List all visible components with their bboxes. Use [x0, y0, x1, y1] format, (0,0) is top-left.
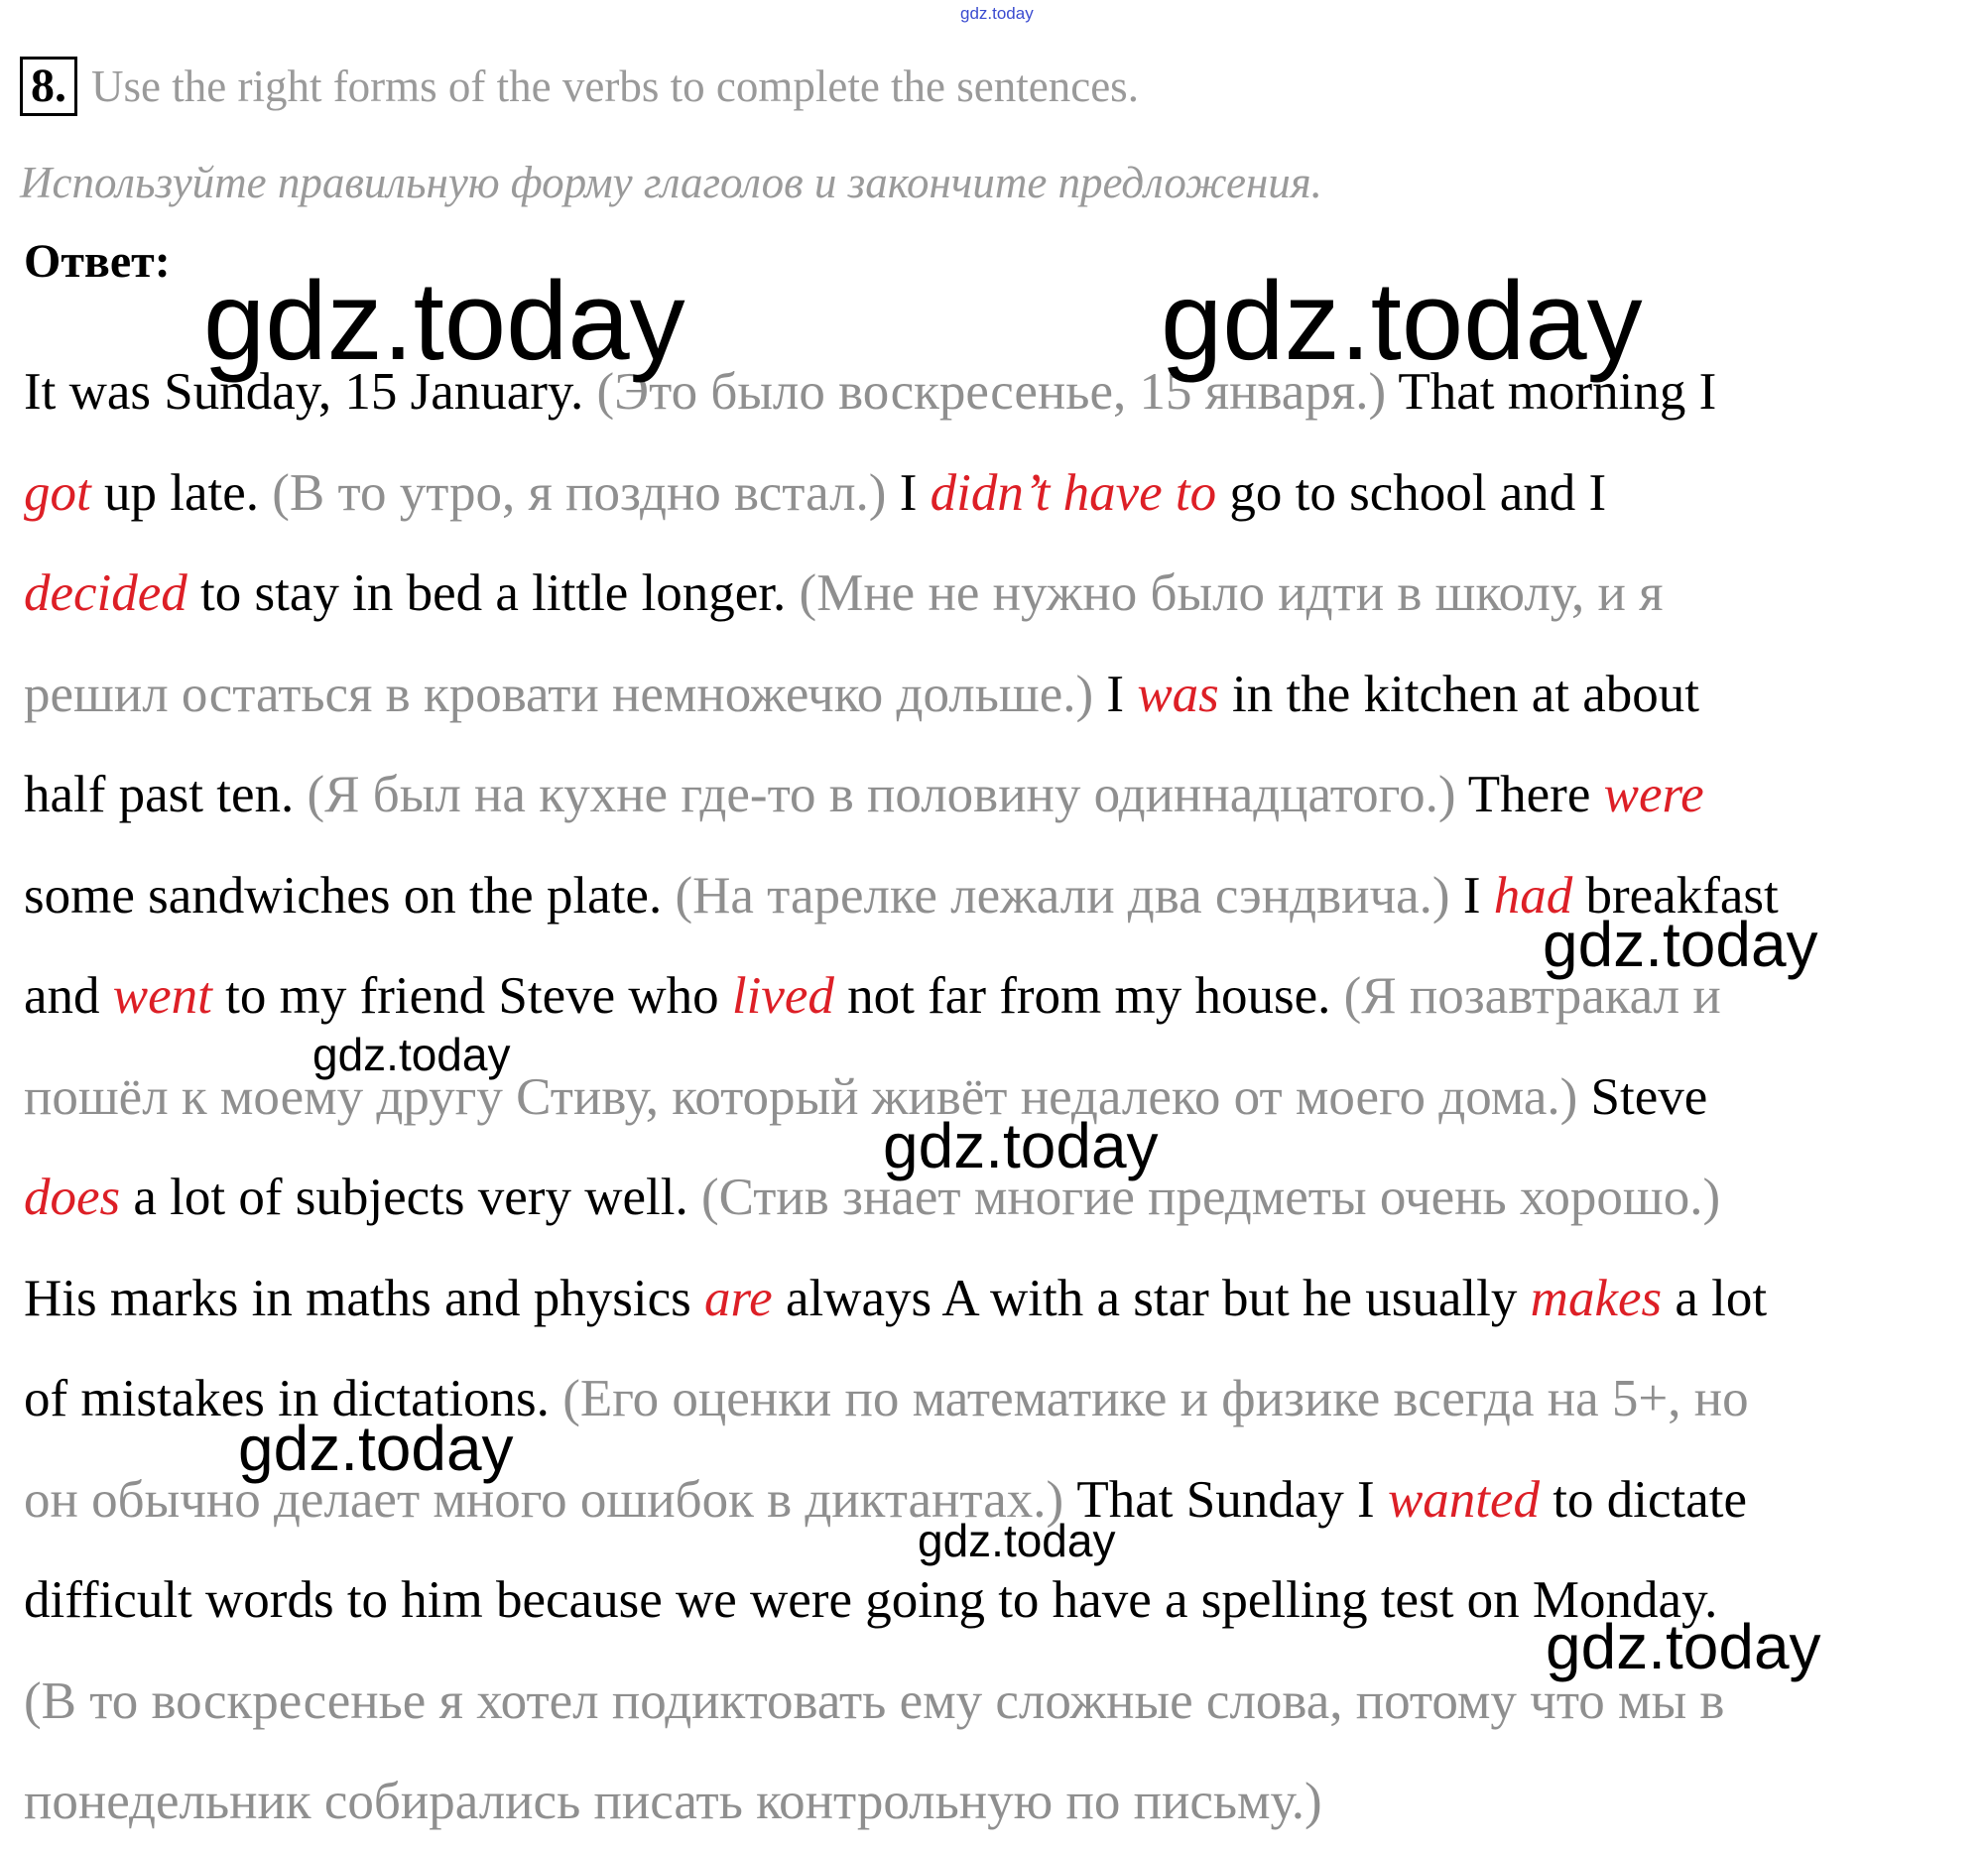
english-text: I [1449, 866, 1494, 925]
russian-translation: решил остаться в кровати немножечко дольше.) [24, 665, 1094, 723]
verb-answer: were [1603, 766, 1704, 823]
watermark: gdz.today [1543, 909, 1818, 980]
watermark: gdz.today [312, 1029, 511, 1080]
english-text: It was Sunday, 15 January. [24, 363, 597, 421]
english-text: to stay in bed a little longer. [186, 564, 800, 622]
russian-translation: он обычно делает много ошибок в диктантах.) [24, 1470, 1064, 1529]
english-text: of mistakes in dictations. [24, 1370, 563, 1427]
task-translation: Используйте правильную форму глаголов и закончите предложения. [20, 158, 1322, 207]
english-text: There [1455, 766, 1604, 823]
english-text: breakfast [1572, 866, 1779, 925]
russian-translation: (Это было воскресенье, 15 января.) [596, 363, 1387, 421]
task-instruction: Use the right forms of the verbs to complete the sentences. [91, 62, 1139, 111]
verb-answer: got [24, 463, 91, 522]
english-text: and [24, 967, 113, 1025]
verb-answer: does [24, 1169, 121, 1226]
english-text: in the kitchen at about [1218, 665, 1700, 723]
russian-translation: (В то утро, я поздно встал.) [272, 463, 887, 522]
site-tag: gdz.today [960, 4, 1034, 23]
text-line [24, 645, 1968, 746]
russian-translation: (Я был на кухне где-то в половину одиннадцатого.) [307, 766, 1456, 823]
english-text: That Sunday I [1063, 1470, 1388, 1529]
english-text: I [1093, 665, 1138, 723]
english-text: go to school and I [1216, 463, 1607, 522]
english-text: I [886, 463, 931, 522]
russian-translation: (Мне не нужно было идти в школу, и я [799, 564, 1664, 622]
russian-translation: пошёл к моему другу Стиву, который живёт недалеко от моего дома.) [24, 1067, 1578, 1126]
task-number: 8. [20, 57, 77, 116]
verb-answer: decided [24, 564, 187, 622]
russian-translation: (Стив знает многие предметы очень хорошо.) [700, 1169, 1721, 1226]
english-text: His marks in maths and physics [24, 1269, 704, 1327]
text-line [24, 1752, 1968, 1853]
russian-translation: (Его оценки по математике и физике всегда на 5+, но [562, 1370, 1749, 1427]
russian-translation: (В то воскресенье я хотел подиктовать ему сложные слова, потому что мы в [24, 1671, 1725, 1730]
text-line [24, 745, 1968, 846]
verb-answer: makes [1530, 1269, 1663, 1327]
english-text: half past ten. [24, 766, 308, 823]
english-text: a lot [1662, 1269, 1768, 1327]
english-text: difficult words to him because we were going to have a spelling test on Monday. [24, 1571, 1718, 1629]
verb-answer: was [1137, 665, 1219, 723]
watermark: gdz.today [203, 259, 685, 383]
english-text: to dictate [1540, 1470, 1748, 1529]
verb-answer: had [1493, 866, 1573, 925]
text-line [24, 443, 1968, 545]
text-line [24, 544, 1968, 645]
english-text: some sandwiches on the plate. [24, 866, 676, 925]
english-text: Steve [1577, 1067, 1708, 1126]
verb-answer: lived [731, 967, 834, 1025]
russian-translation: (На тарелке лежали два сэндвича.) [675, 866, 1450, 925]
english-text: up late. [90, 463, 273, 522]
russian-translation: понедельник собирались писать контрольную по письму.) [24, 1773, 1322, 1830]
english-text: a lot of subjects very well. [120, 1169, 701, 1226]
watermark: gdz.today [238, 1413, 514, 1484]
english-text: always A with a star but he usually [772, 1269, 1531, 1327]
russian-translation: (Я позавтракал и [1343, 967, 1721, 1025]
watermark: gdz.today [1161, 259, 1643, 383]
english-text: to my friend Steve who [211, 967, 732, 1025]
task-header [20, 56, 1139, 117]
watermark: gdz.today [883, 1110, 1159, 1181]
watermark: gdz.today [918, 1515, 1116, 1566]
verb-answer: didn’t have to [930, 463, 1217, 522]
verb-answer: wanted [1387, 1470, 1541, 1529]
answer-label: Ответ: [24, 235, 171, 288]
verb-answer: went [112, 967, 212, 1025]
english-text: That morning I [1386, 363, 1717, 421]
text-line [24, 1249, 1968, 1350]
watermark: gdz.today [1546, 1611, 1821, 1682]
verb-answer: are [704, 1269, 773, 1327]
english-text: not far from my house. [833, 967, 1344, 1025]
